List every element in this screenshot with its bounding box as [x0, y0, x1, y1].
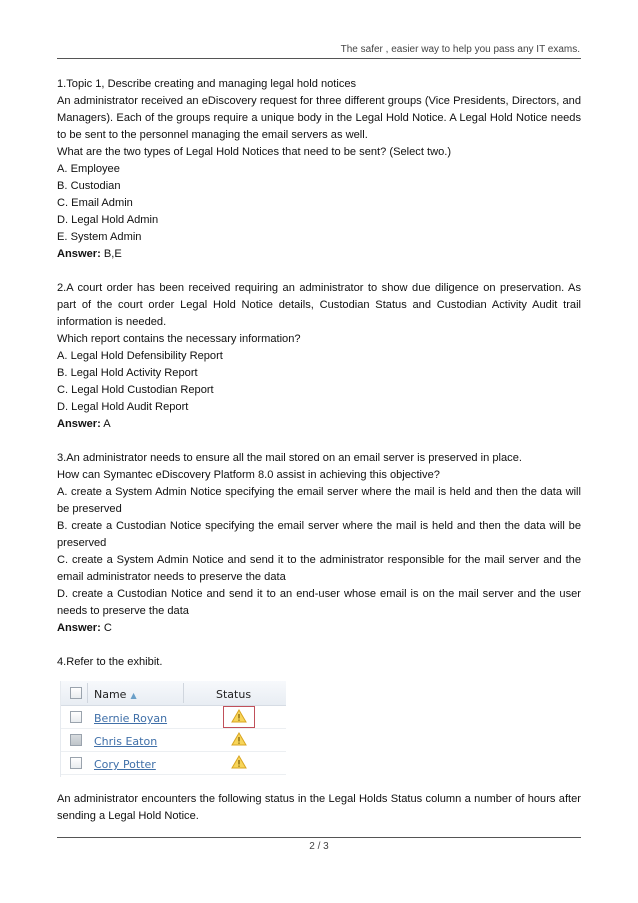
header-divider [57, 58, 581, 59]
warning-icon [231, 732, 247, 746]
header-tagline: The safer , easier way to help you pass any IT exams. [340, 44, 580, 55]
option: B. Custodian [57, 180, 121, 192]
row-checkbox[interactable] [70, 757, 82, 769]
option: D. Legal Hold Admin [57, 214, 159, 226]
table-row [61, 706, 286, 729]
question-1 [57, 76, 581, 263]
column-header-status[interactable]: Status [216, 688, 252, 701]
question-text: 2.A court order has been received requiring an administrator to show due diligence on preservation. As part of the court order Legal Hold Notice details, Custodian Status and Custodian Activity Audit trail information is needed. [57, 282, 581, 328]
question-prompt: How can Symantec eDiscovery Platform 8.0 assist in achieving this objective? [57, 469, 440, 481]
column-name-label: Name [94, 688, 127, 701]
footer-divider [57, 837, 581, 838]
select-all-checkbox[interactable] [70, 687, 82, 699]
answer-value: A [103, 418, 111, 430]
warning-icon [231, 709, 247, 723]
question-4 [57, 654, 581, 825]
question-text: 3.An administrator needs to ensure all the mail stored on an email server is preserved in place. [57, 452, 522, 464]
option: B. create a Custodian Notice specifying the email server where the mail is held and then the data will be preserved [57, 520, 581, 549]
question-text: 4.Refer to the exhibit. [57, 656, 163, 668]
question-text: An administrator received an eDiscovery request for three different groups (Vice Presidents, Directors, and Managers). Each of the groups require a unique body in the Legal Hold Notice. A Legal Hold Notice needs to be sent to the personnel managing the email servers as well. [57, 95, 581, 141]
option: A. Legal Hold Defensibility Report [57, 350, 223, 362]
row-checkbox[interactable] [70, 734, 82, 746]
page-number: 2 / 3 [309, 841, 329, 852]
column-divider [183, 683, 184, 703]
custodian-link[interactable]: Bernie Royan [94, 712, 168, 725]
answer-value: C [103, 622, 112, 634]
question-3 [57, 450, 581, 637]
table-row [61, 729, 286, 752]
row-checkbox[interactable] [70, 711, 82, 723]
option: A. Employee [57, 163, 120, 175]
answer [57, 416, 581, 433]
option: C. Legal Hold Custodian Report [57, 384, 214, 396]
option: E. System Admin [57, 231, 142, 243]
option: C. create a System Admin Notice and send it to the administrator responsible for the mail server and the email administrator needs to preserve the data [57, 554, 581, 583]
answer-value: B,E [103, 248, 122, 260]
table-row [61, 752, 286, 775]
question-prompt: Which report contains the necessary information? [57, 333, 301, 345]
answer [57, 246, 581, 263]
warning-icon [231, 755, 247, 769]
document-body [57, 76, 581, 825]
question-2 [57, 280, 581, 433]
option: B. Legal Hold Activity Report [57, 367, 198, 379]
custodian-link[interactable]: Cory Potter [94, 758, 156, 771]
option: A. create a System Admin Notice specifying the email server where the mail is held and then the data will be preserved [57, 486, 581, 515]
option: C. Email Admin [57, 197, 133, 209]
answer [57, 620, 581, 637]
option: D. create a Custodian Notice and send it to an end-user whose email is on the mail server and the user needs to preserve the data [57, 588, 581, 617]
column-divider [87, 683, 88, 703]
custodian-link[interactable]: Chris Eaton [94, 735, 158, 748]
answer-label: Answer: [57, 418, 101, 430]
question-prompt: What are the two types of Legal Hold Notices that need to be sent? (Select two.) [57, 146, 452, 158]
answer-label: Answer: [57, 248, 101, 260]
column-header-name[interactable] [94, 686, 137, 704]
sort-ascending-icon: ▲ [130, 691, 137, 700]
question-text: An administrator encounters the following status in the Legal Holds Status column a number of hours after sending a Legal Hold Notice. [57, 793, 581, 822]
answer-label: Answer: [57, 622, 101, 634]
question-topic: 1.Topic 1, Describe creating and managing legal hold notices [57, 78, 357, 90]
exhibit-table [60, 681, 286, 777]
option: D. Legal Hold Audit Report [57, 401, 189, 413]
table-header [61, 681, 286, 706]
